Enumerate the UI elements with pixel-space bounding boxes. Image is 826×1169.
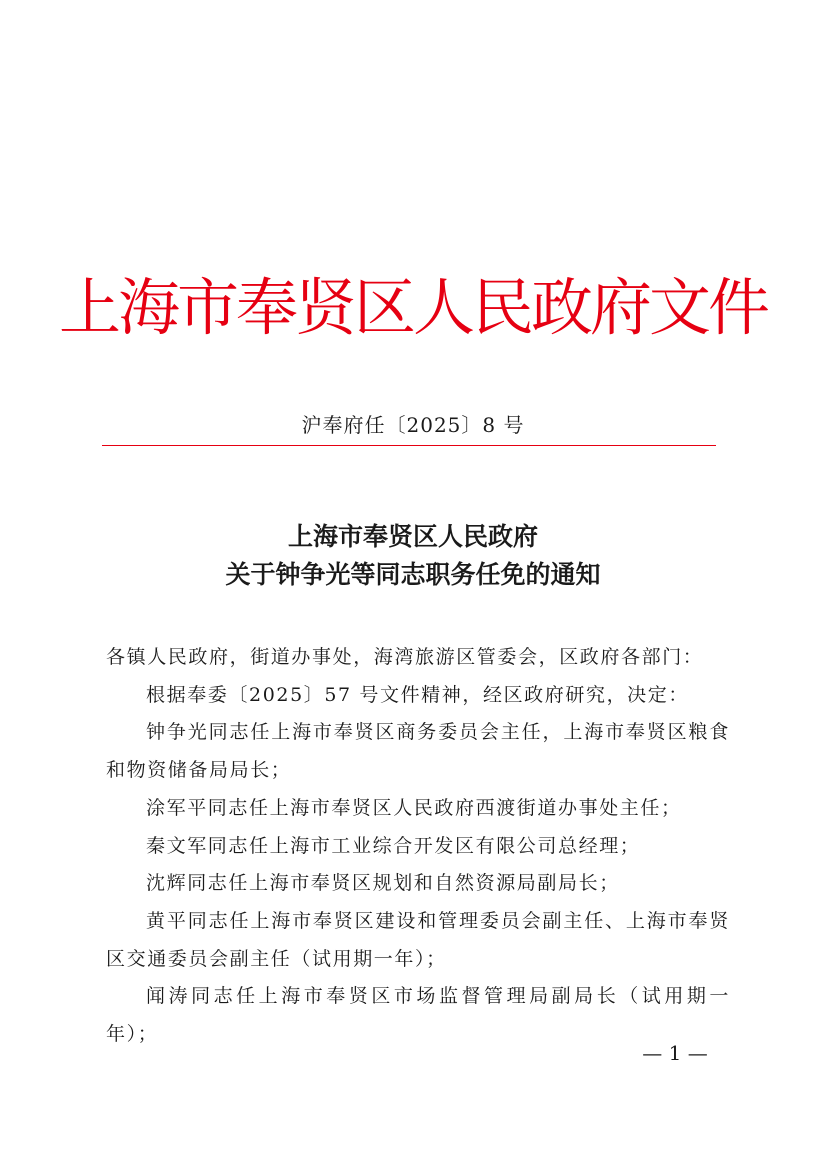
red-divider-line [102,445,716,446]
red-header-title: 上海市奉贤区人民政府文件 [58,271,767,344]
notice-title-line-2: 关于钟争光等同志职务任免的通知 [225,560,601,589]
notice-body [106,639,730,1054]
body-paragraph: 钟争光同志任上海市奉贤区商务委员会主任，上海市奉贤区粮食和物资储备局局长； [106,721,730,782]
body-paragraph: 涂军平同志任上海市奉贤区人民政府西渡街道办事处主任； [146,796,682,819]
notice-title-line-1: 上海市奉贤区人民政府 [287,522,538,551]
body-paragraph: 秦文军同志任上海市工业综合开发区有限公司总经理； [146,834,641,857]
document-number: 沪奉府任〔2025〕8 号 [301,413,525,437]
body-paragraph: 沈辉同志任上海市奉贤区规划和自然资源局副局长； [146,872,620,895]
page-number: — 1 — [642,1041,708,1065]
body-paragraph: 黄平同志任上海市奉贤区建设和管理委员会副主任、上海市奉贤区交通委员会副主任（试用期一年）； [106,909,730,970]
body-paragraph: 根据奉委〔2025〕57 号文件精神，经区政府研究，决定： [146,683,689,706]
addressee-line: 各镇人民政府，街道办事处，海湾旅游区管委会，区政府各部门： [106,646,704,668]
notice-title [0,518,826,594]
body-paragraph: 闻涛同志任上海市奉贤区市场监督管理局副局长（试用期一年）； [106,985,730,1046]
